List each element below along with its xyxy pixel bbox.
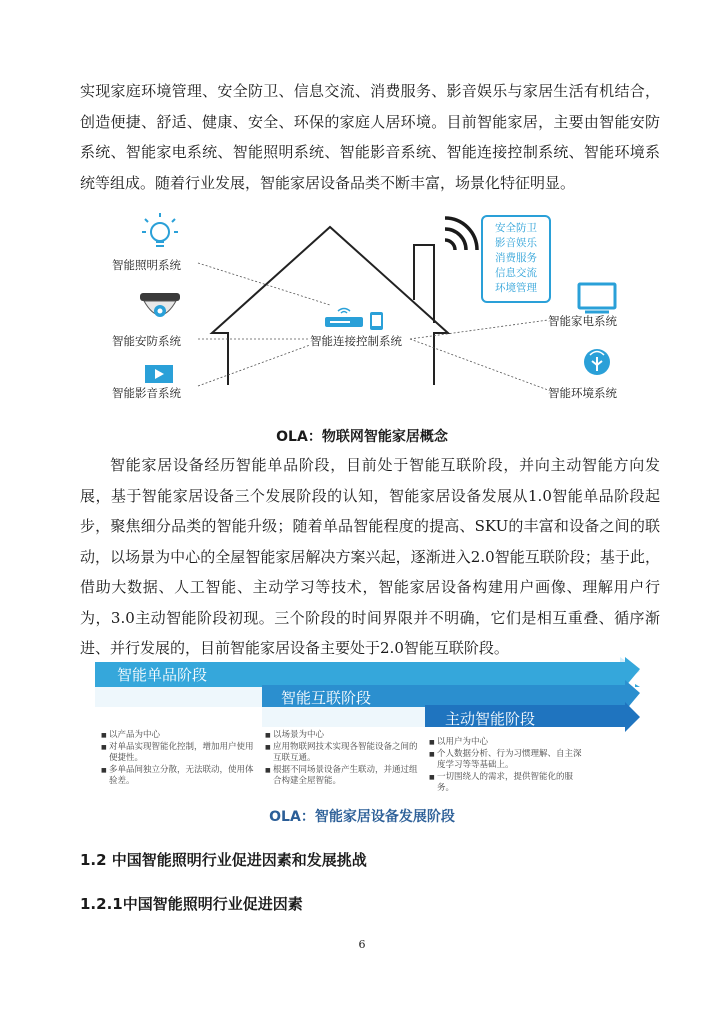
- list-item: ■ 一切围绕人的需求，提供智能化的服务。: [429, 772, 589, 795]
- page-number: 6: [358, 938, 366, 951]
- stages-paragraph: 智能家居设备经历智能单品阶段，目前处于智能互联阶段，并向主动智能方向发展，基于智能家居设备三个发展阶段的认知，智能家居设备发展从1.0智能单品阶段起步，聚焦细分品类的智能升级；随着单品智能程度的提高、SKU的丰富和设备之间的联动，以场景为中心的全屋智能家居解决方案兴起，逐渐进入2.0智能互联阶段；基于此，借助大数据、人工智能、主动学习等技术，智能家居设备构建用户画像、理解用户行为，3.0主动智能阶段初现。三个阶段的时间界限并不明确，它们是相互重叠、循序渐进、并行发展的，目前智能家居设备主要处于2.0智能互联阶段。: [80, 456, 660, 657]
- service-item: 消费服务: [495, 252, 537, 264]
- figure-caption-1: OLA：物联网智能家居概念: [276, 429, 448, 445]
- section-heading: 1.2 中国智能照明行业促进因素和发展挑战: [80, 851, 367, 869]
- label-appliance: 智能家电系统: [548, 314, 617, 328]
- house-outline: [100, 205, 640, 415]
- stage-3-bullets: [429, 737, 589, 795]
- router-icon: [325, 309, 383, 331]
- list-item: ■ 个人数据分析、行为习惯理解、自主深度学习等等基础上。: [429, 749, 589, 772]
- tv-icon: [579, 284, 615, 312]
- service-item: 信息交流: [495, 267, 537, 279]
- intro-paragraph: 实现家庭环境管理、安全防卫、信息交流、消费服务、影音娱乐与家居生活有机结合，创造便捷、舒适、健康、安全、环保的家庭人居环境。目前智能家居，主要由智能安防系统、智能家电系统、智能照明系统、智能影音系统、智能连接控制系统、智能环境系统等组成。随着行业发展，智能家居设备品类不断丰富，场景化特征明显。: [80, 82, 660, 192]
- list-item: ■ 应用物联网技术实现各智能设备之间的互联互通。: [265, 742, 420, 765]
- list-item: ■ 以产品为中心: [101, 730, 256, 742]
- smart-home-concept-diagram: [100, 205, 640, 415]
- list-item: ■ 多单品间独立分散，无法联动，使用体验差。: [101, 765, 256, 788]
- label-security: 智能安防系统: [112, 334, 181, 348]
- list-item: ■ 对单品实现智能化控制，增加用户使用便捷性。: [101, 742, 256, 765]
- list-item: ■ 根据不同场景设备产生联动，并通过组合构建全屋智能。: [265, 765, 420, 788]
- wifi-signal-icon: [445, 218, 477, 250]
- service-item: 环境管理: [495, 282, 537, 294]
- lightbulb-icon: [142, 213, 178, 246]
- figure-caption-2: OLA：智能家居设备发展阶段: [269, 809, 455, 825]
- development-stages-diagram: [95, 657, 640, 793]
- stage-1-bullets: [101, 730, 256, 788]
- label-environment: 智能环境系统: [548, 386, 617, 400]
- stage-2-bullets: [265, 730, 420, 788]
- label-lighting: 智能照明系统: [112, 258, 181, 272]
- label-connect-control: 智能连接控制系统: [310, 334, 402, 348]
- service-item: 安全防卫: [495, 222, 537, 234]
- environment-tree-icon: [584, 349, 610, 375]
- label-av: 智能影音系统: [112, 386, 181, 400]
- stage-label-3: 主动智能阶段: [445, 710, 536, 728]
- list-item: ■ 以场景为中心: [265, 730, 420, 742]
- stage-label-1: 智能单品阶段: [117, 666, 208, 684]
- stage-label-2: 智能互联阶段: [281, 689, 372, 707]
- service-item: 影音娱乐: [495, 237, 537, 249]
- video-icon: [145, 365, 173, 383]
- subsection-heading: 1.2.1中国智能照明行业促进因素: [80, 895, 303, 913]
- security-camera-icon: [140, 293, 180, 317]
- list-item: ■ 以用户为中心: [429, 737, 589, 749]
- service-box: [481, 215, 551, 303]
